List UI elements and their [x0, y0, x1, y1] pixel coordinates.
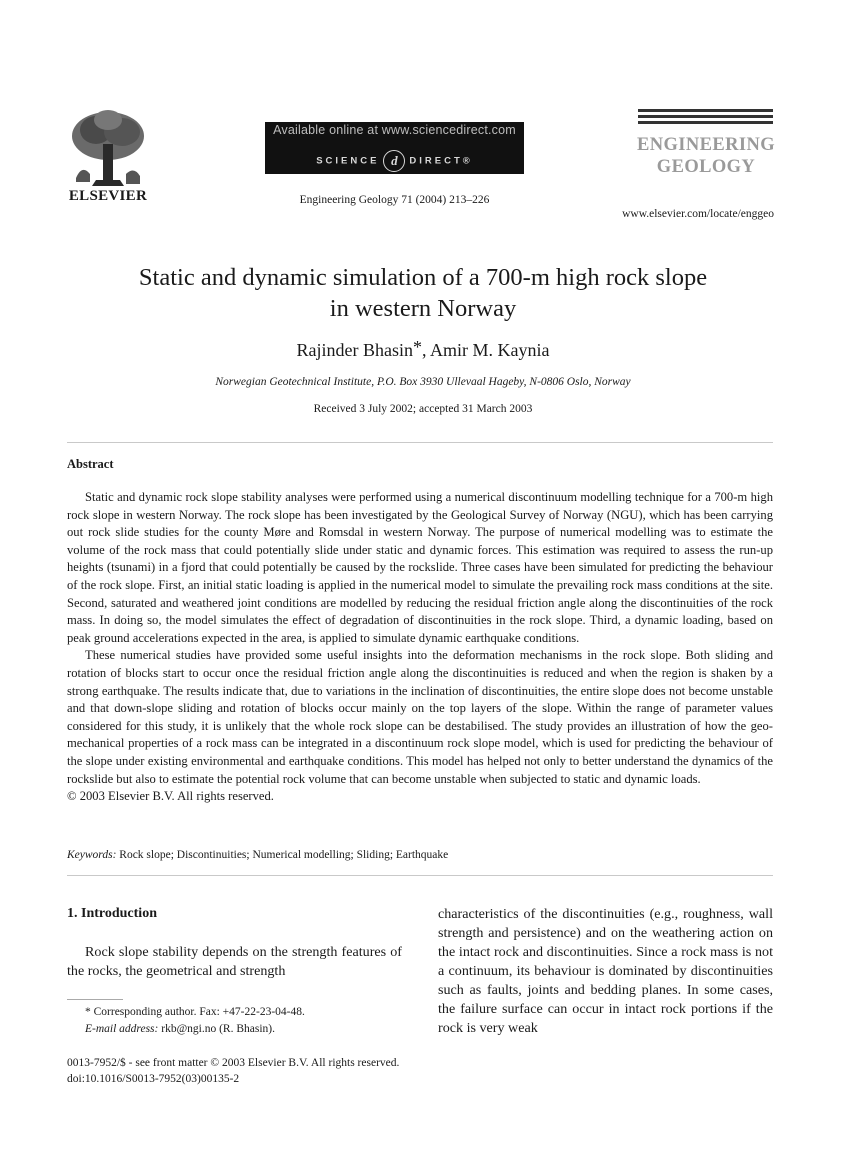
- affiliation: Norwegian Geotechnical Institute, P.O. Box 3930 Ullevaal Hageby, N-0806 Oslo, Norway: [215, 376, 631, 388]
- right-column-text: [438, 905, 773, 1038]
- divider-bottom: [67, 875, 773, 876]
- journal-citation: Engineering Geology 71 (2004) 213–226: [299, 194, 490, 206]
- article-title: [60, 262, 786, 324]
- footnote-email: [67, 1021, 402, 1038]
- journal-url[interactable]: www.elsevier.com/locate/enggeo: [622, 208, 774, 220]
- corresponding-mark[interactable]: *: [412, 337, 422, 357]
- abstract-paragraph-2: These numerical studies have provided some useful insights into the deformation mechanisms in the rock slope. Both sliding and rotation of blocks start to occur once the residual friction angle along the discontinuities is reduced and when the region is shaken by a strong earthquake. The results indicate that, due to variations in the inclination of discontinuities, the entire slope does not become unstable and that down-slope sliding and rotation of blocks occur mainly on the top layers of the slope. Within the range of parameter values considered for this study, it is unlikely that the whole rock slope can be destabilised. The study provides an illustration of how the geo-mechanical properties of a rock mass can be integrated in a discontinuum rock slope model, which is used for predicting the behaviour of the slope under existing environmental and earthquake conditions. This model has helped not only to better understand the dynamics of the rockslide but also to estimate the potential rock volume that can become unstable when subjected to static and dynamic loads.: [67, 648, 773, 786]
- author-list: [60, 337, 786, 361]
- author-2: , Amir M. Kaynia: [421, 340, 550, 360]
- journal-logo-bars: [638, 109, 773, 127]
- intro-paragraph-continued: characteristics of the discontinuities (e.g., roughness, wall strength and persistence) and on the weathering action on the intact rock and discontinuities. Since a rock mass is not a continuum, its behaviour is dominated by discontinuities such as faults, joints and bedding planes. In some cases, the failure surface can occur in intact rock portions if the rock is very weak: [438, 906, 773, 1036]
- sciencedirect-right: DIRECT®: [409, 155, 473, 167]
- title-line-2: in western Norway: [329, 295, 517, 322]
- journal-logo: [636, 134, 776, 178]
- sciencedirect-logo: [265, 122, 524, 174]
- abstract-heading: Abstract: [67, 457, 114, 471]
- journal-name-line2: GEOLOGY: [656, 157, 756, 177]
- received-dates: Received 3 July 2002; accepted 31 March 2003: [313, 403, 533, 415]
- footnote-corresponding: * Corresponding author. Fax: +47-22-23-04-48.: [85, 1006, 305, 1018]
- sciencedirect-tagline: Available online at www.sciencedirect.com: [273, 123, 516, 137]
- title-line-1: Static and dynamic simulation of a 700-m high rock slope: [138, 264, 708, 291]
- email-value[interactable]: rkb@ngi.no (R. Bhasin).: [158, 1023, 275, 1035]
- elsevier-tree-logo: [66, 108, 150, 188]
- left-column-text: [67, 943, 402, 981]
- sciencedirect-at-icon: d: [383, 150, 405, 172]
- footer-issn: 0013-7952/$ - see front matter © 2003 Elsevier B.V. All rights reserved.: [67, 1057, 400, 1069]
- keywords-list: Rock slope; Discontinuities; Numerical modelling; Sliding; Earthquake: [116, 849, 449, 861]
- intro-paragraph-start: Rock slope stability depends on the strength features of the rocks, the geometrical and strength: [67, 944, 402, 979]
- keywords: [67, 849, 773, 861]
- footnote-rule: [67, 999, 123, 1000]
- abstract-copyright: © 2003 Elsevier B.V. All rights reserved.: [67, 789, 274, 804]
- abstract-paragraph-1: Static and dynamic rock slope stability analyses were performed using a numerical discontinuum modelling technique for a 700-m high rock slope in western Norway. The rock slope has been investigated by the Geological Survey of Norway (NGU), which has been carrying out rock slide studies for the county Møre and Romsdal in western Norway. The purpose of numerical modelling was to estimate the volume of the rock mass that could potentially slide under static and dynamic forces. This estimation was required to assess the run-up heights (tsunami) in a fjord that could potentially be caused by the rockslide. Three cases have been simulated for predicting the behaviour of the rock slope. First, an initial static loading is applied in the numerical model to simulate the prevailing rock mass conditions at the site. Second, saturated and weathered joint conditions are modelled by reducing the residual friction angle along the discontinuities of the rock mass. In doing so, the model simulates the effect of degradation of discontinuities in the rock slope. Third, a dynamic loading, based on peak ground accelerations expected in the area, is applied to simulate dynamic earthquake conditions.: [67, 490, 773, 645]
- footer-doi[interactable]: doi:10.1016/S0013-7952(03)00135-2: [67, 1073, 240, 1085]
- author-1: Rajinder Bhasin: [296, 340, 413, 360]
- publisher-name: ELSEVIER: [68, 188, 148, 204]
- abstract-body: [67, 489, 773, 806]
- section-heading-introduction: 1. Introduction: [67, 906, 157, 921]
- journal-name-line1: ENGINEERING: [636, 135, 776, 155]
- page-footer: [67, 1055, 467, 1087]
- footnote: [67, 1004, 402, 1038]
- sciencedirect-left: SCIENCE: [316, 155, 380, 167]
- divider-top: [67, 442, 773, 443]
- email-label: E-mail address:: [85, 1023, 159, 1035]
- keywords-label: Keywords:: [67, 849, 117, 861]
